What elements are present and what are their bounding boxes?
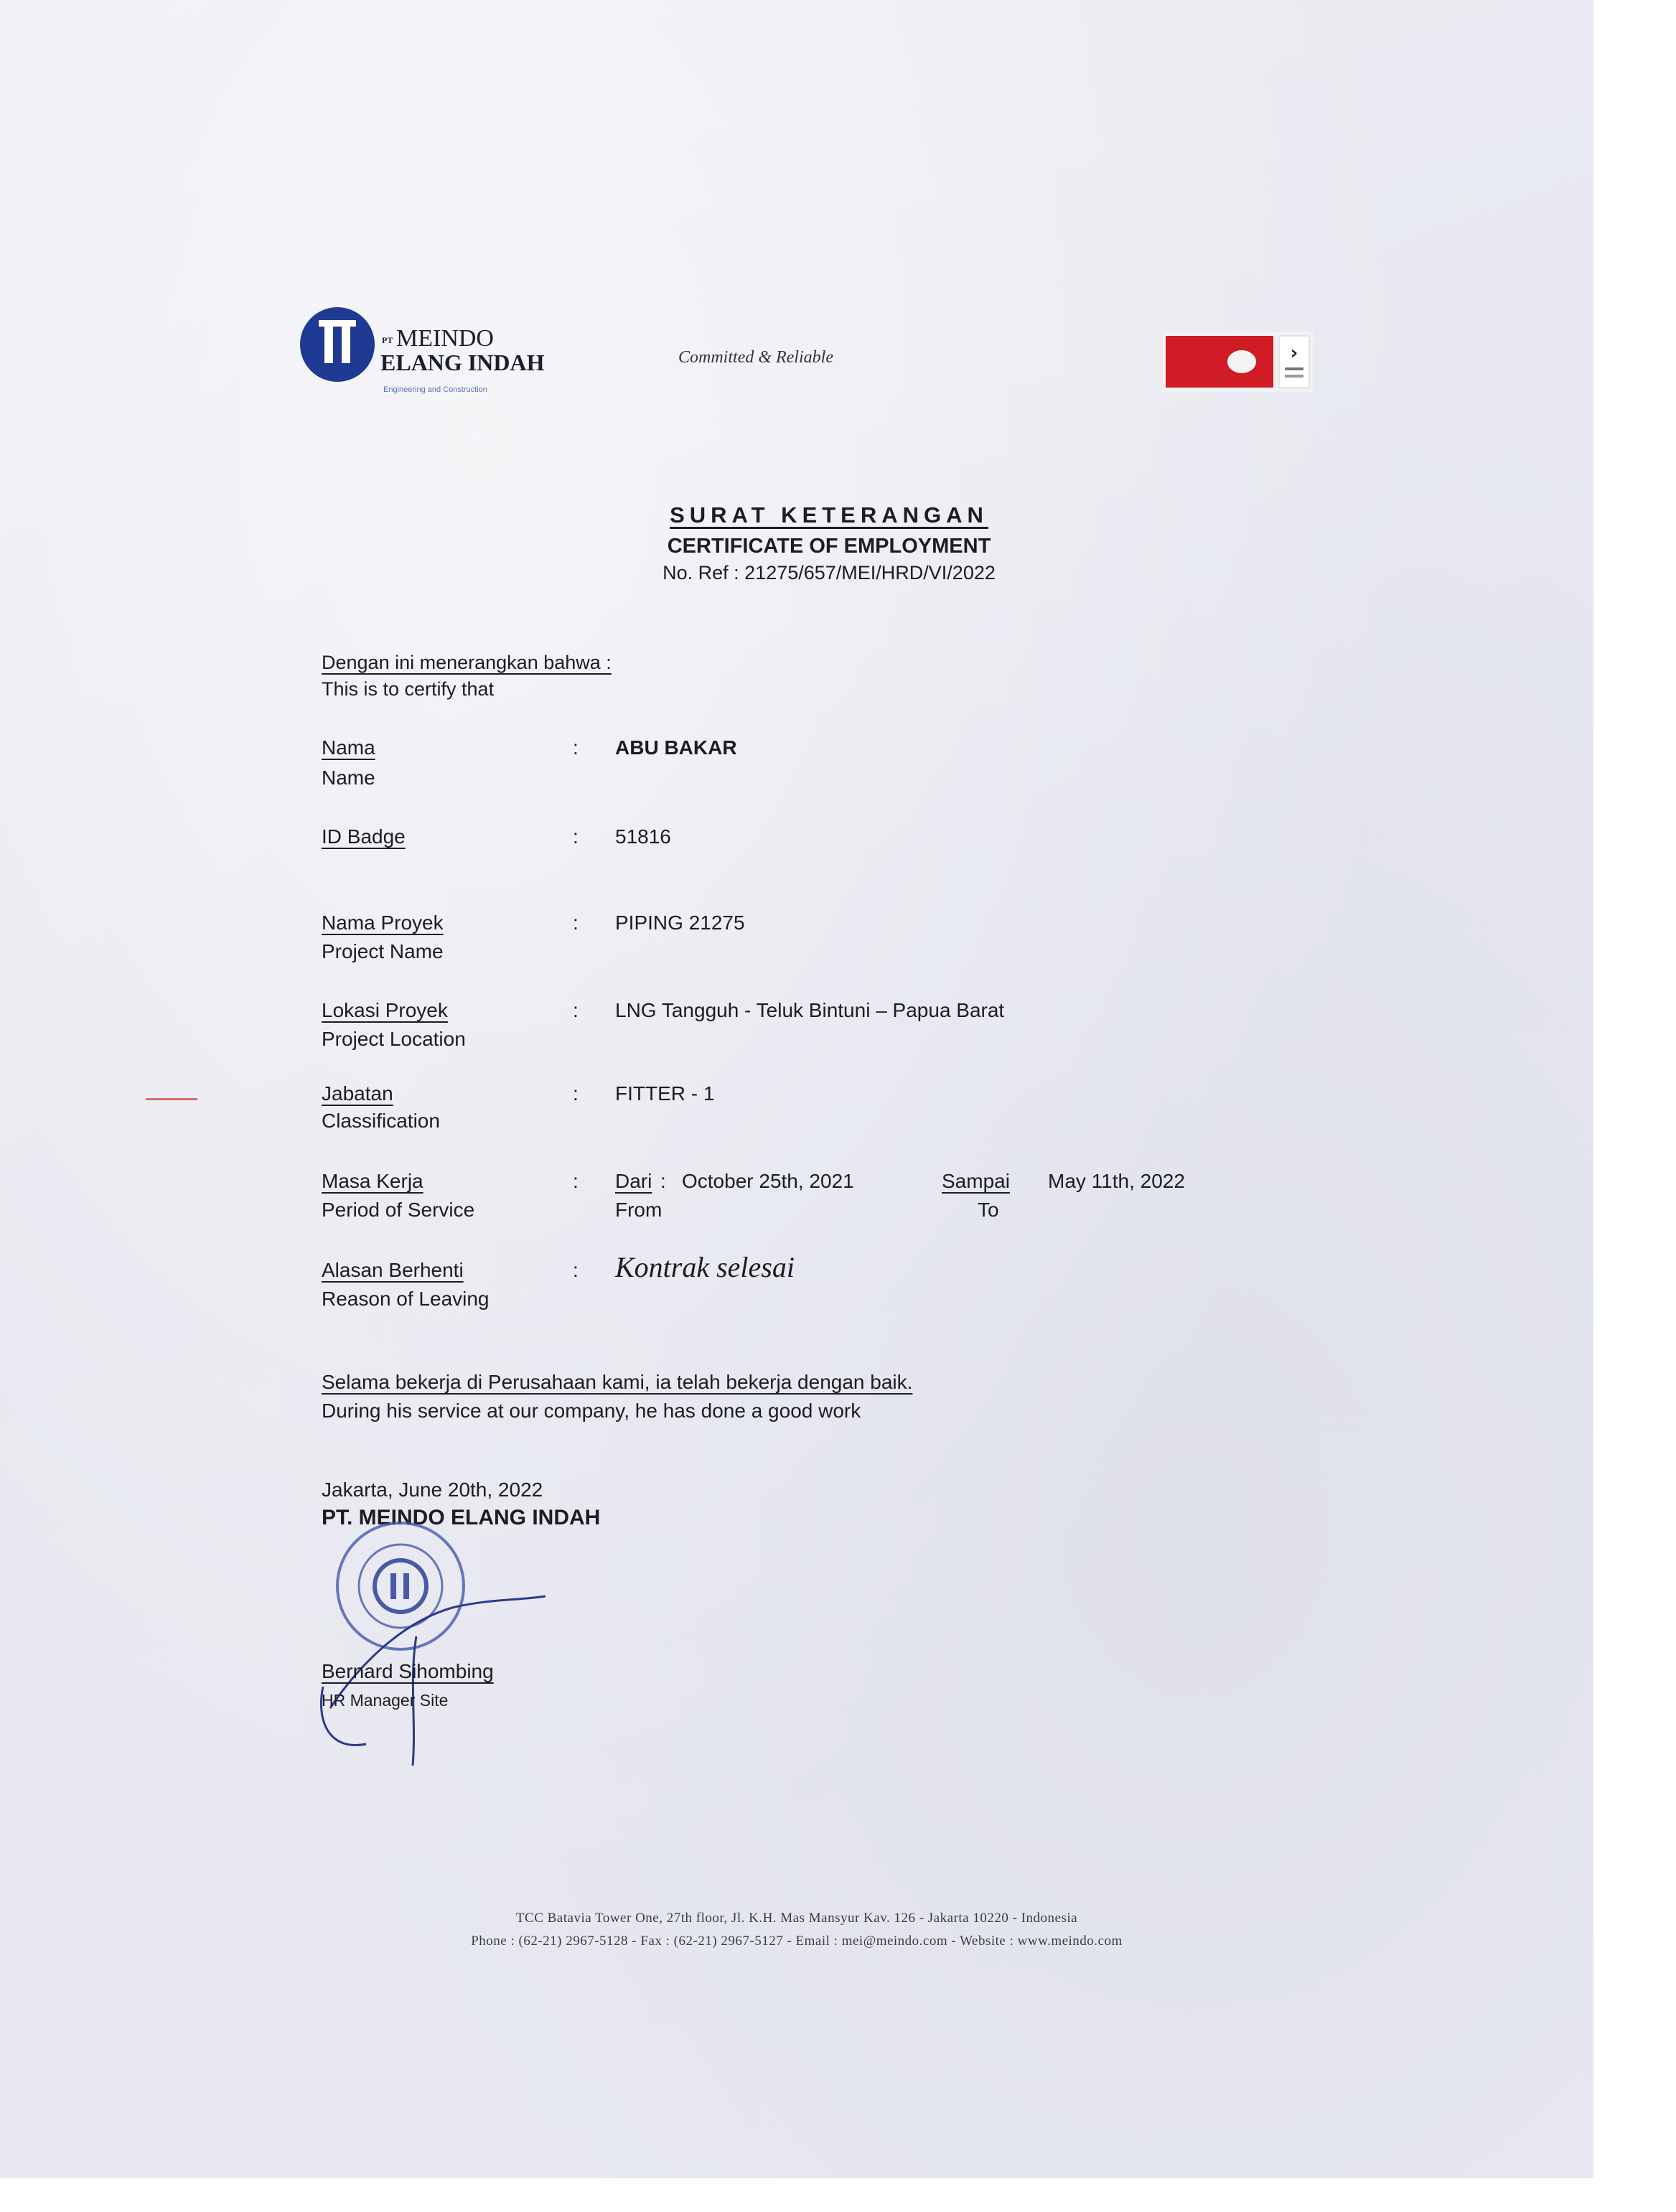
period-colon: :	[573, 1170, 579, 1192]
document-title-indonesian: SURAT KETERANGAN	[670, 502, 988, 528]
footer-contact: Phone : (62-21) 2967-5128 - Fax : (62-21) 2967-5127 - Email : mei@meindo.com - Website : www.meindo.com	[471, 1934, 1123, 1949]
signer-name: Bernard Sihombing	[322, 1660, 494, 1682]
name-colon: :	[573, 736, 579, 759]
period-label-english: Period of Service	[322, 1199, 475, 1221]
paper-mark	[146, 1098, 197, 1100]
project-label-english: Project Name	[322, 940, 444, 962]
period-from-value: October 25th, 2021	[682, 1170, 854, 1192]
company-name: PT. MEINDO ELANG INDAH	[322, 1506, 601, 1529]
reason-label-english: Reason of Leaving	[322, 1288, 490, 1310]
period-to-label-english: To	[978, 1199, 999, 1221]
company-logo	[296, 300, 586, 408]
classification-value: FITTER - 1	[615, 1082, 715, 1105]
badge-colon: :	[573, 825, 579, 848]
period-from-colon: :	[660, 1170, 666, 1192]
statement-indonesian: Selama bekerja di Perusahaan kami, ia telah bekerja dengan baik.	[322, 1371, 913, 1393]
project-label-indonesian: Nama Proyek	[322, 911, 444, 934]
period-from-label-indonesian: Dari	[615, 1170, 652, 1192]
name-label-english: Name	[322, 767, 375, 789]
logo-circle	[300, 307, 375, 382]
name-label-indonesian: Nama	[322, 736, 375, 759]
statement-english: During his service at our company, he has done a good work	[322, 1400, 861, 1422]
period-from-label-english: From	[615, 1199, 663, 1221]
company-tagline: Committed & Reliable	[678, 348, 833, 367]
signer-title: HR Manager Site	[322, 1691, 449, 1710]
badge-value: 51816	[615, 825, 671, 848]
company-stamp-and-signature	[316, 1522, 560, 1780]
footer-address: TCC Batavia Tower One, 27th floor, Jl. K.H. Mas Mansyur Kav. 126 - Jakarta 10220 - Indonesia	[515, 1911, 1078, 1926]
classification-label-english: Classification	[322, 1110, 440, 1132]
document-title-english: CERTIFICATE OF EMPLOYMENT	[667, 535, 991, 558]
reason-value: Kontrak selesai	[615, 1251, 795, 1283]
project-value: PIPING 21275	[615, 911, 745, 934]
classification-colon: :	[573, 1082, 579, 1105]
project-colon: :	[573, 911, 579, 934]
logo-subtitle: Engineering and Construction	[383, 385, 487, 394]
period-label-indonesian: Masa Kerja	[322, 1170, 423, 1192]
location-value: LNG Tangguh - Teluk Bintuni – Papua Barat	[615, 999, 1005, 1021]
intro-indonesian: Dengan ini menerangkan bahwa :	[322, 652, 612, 673]
period-to-label-indonesian: Sampai	[942, 1170, 1010, 1192]
logo-line2: ELANG INDAH	[380, 350, 545, 375]
location-colon: :	[573, 999, 579, 1021]
location-label-english: Project Location	[322, 1028, 466, 1050]
certification-badge	[1163, 332, 1314, 392]
period-to-value: May 11th, 2022	[1048, 1170, 1185, 1192]
intro-english: This is to certify that	[322, 678, 495, 700]
logo-line1: MEINDO	[396, 325, 494, 352]
reason-label-indonesian: Alasan Berhenti	[322, 1259, 464, 1281]
badge-label: ID Badge	[322, 825, 406, 848]
reason-colon: :	[573, 1259, 579, 1281]
location-label-indonesian: Lokasi Proyek	[322, 999, 448, 1021]
name-value: ABU BAKAR	[615, 736, 737, 759]
svg-text:›: ›	[1290, 342, 1298, 364]
reference-number: No. Ref : 21275/657/MEI/HRD/VI/2022	[663, 562, 996, 584]
place-date: Jakarta, June 20th, 2022	[322, 1478, 543, 1501]
classification-label-indonesian: Jabatan	[322, 1082, 393, 1105]
logo-prefix: PT	[382, 335, 393, 345]
